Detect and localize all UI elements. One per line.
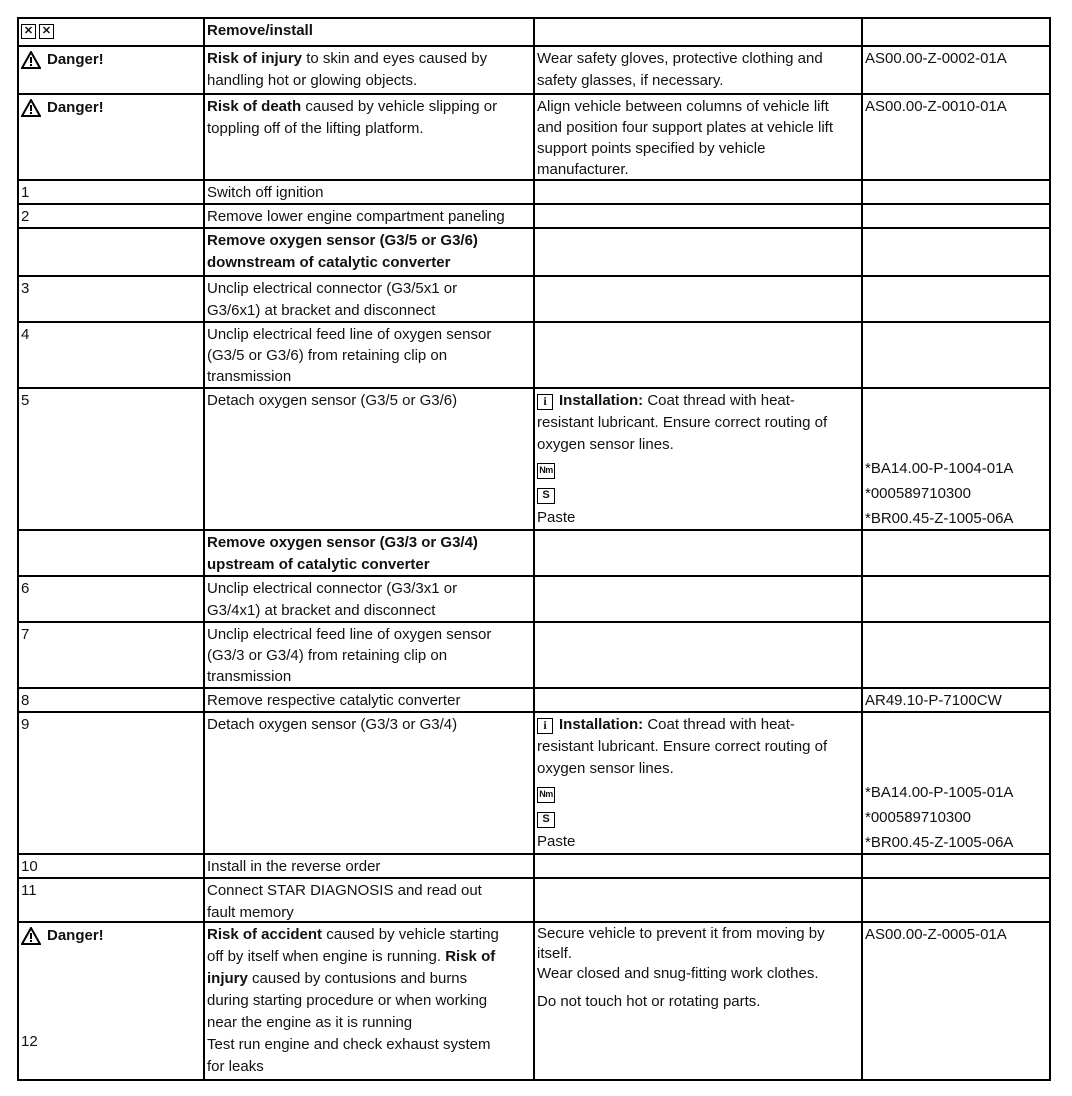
reference: AS00.00-Z-0005-01A <box>865 926 1007 943</box>
reference: AS00.00-Z-0002-01A <box>865 50 1007 67</box>
reference: *BA14.00-P-1004-01A <box>865 460 1014 477</box>
table-row: 5 Detach oxygen sensor (G3/5 or G3/6) i Installation: Coat thread with heat- resistant lubricant. Ensure correct routing of oxygen sensor lines. Nm S Paste *BA14.00-P-1004-01A *000589710300 *BR00.45-Z-1005-06A <box>19 389 1049 531</box>
table-row: 6 Unclip electrical connector (G3/3x1 or G3/4x1) at bracket and disconnect <box>19 577 1049 623</box>
reference: *000589710300 <box>865 809 971 826</box>
section-heading-row: Remove oxygen sensor (G3/5 or G3/6) downstream of catalytic converter <box>19 229 1049 277</box>
table-row: 4 Unclip electrical feed line of oxygen sensor (G3/5 or G3/6) from retaining clip on transmission <box>19 323 1049 389</box>
step-number: 10 <box>19 855 205 877</box>
info-icon: i <box>537 718 553 734</box>
step-number: 2 <box>19 205 205 227</box>
table-row: 10 Install in the reverse order <box>19 855 1049 879</box>
step-number: 12 <box>21 1033 38 1050</box>
warning-icon <box>21 99 41 117</box>
warning-icon <box>21 927 41 945</box>
table-header-row <box>19 19 1049 47</box>
table-row: Danger! Risk of death caused by vehicle slipping or toppling off of the lifting platform. Align vehicle between columns of vehicle lift and position four support plates at vehicle lift support points specified by vehicle manufacturer. AS00.00-Z-0010-01A <box>19 95 1049 181</box>
warning-icon <box>21 51 41 69</box>
step-number: 3 <box>19 277 205 321</box>
table-row: Danger! 12 Risk of accident caused by vehicle starting off by itself when engine is running. Risk of injury caused by contusions and burns during starting procedure or when working near the engine as it is running Test run engine and check exhaust system for leaks Secure vehicle to prevent it from moving by itself. Wear closed and snug-fitting work clothes. Do not touch hot or rotating parts. AS00.00-Z-0005-01A <box>19 923 1049 1079</box>
reference: *BA14.00-P-1005-01A <box>865 784 1014 801</box>
table-row: 2 Remove lower engine compartment paneling <box>19 205 1049 229</box>
reference: *BR00.45-Z-1005-06A <box>865 510 1014 527</box>
table-row: 11 Connect STAR DIAGNOSIS and read out fault memory <box>19 879 1049 923</box>
table-row: Danger! Risk of injury to skin and eyes caused by handling hot or glowing objects. Wear safety gloves, protective clothing and safety glasses, if necessary. AS00.00-Z-0002-01A <box>19 47 1049 95</box>
table-row: 8 Remove respective catalytic converter AR49.10-P-7100CW <box>19 689 1049 713</box>
step-number: 6 <box>19 577 205 621</box>
step-number: 11 <box>19 879 205 921</box>
header-title: Remove/install <box>205 19 535 45</box>
special-tool-icon: S <box>537 488 555 504</box>
remove-install-icon: ✕ <box>21 24 36 39</box>
torque-icon: Nm <box>537 463 555 479</box>
info-icon: i <box>537 394 553 410</box>
procedure-table <box>17 17 1051 1081</box>
section-heading-row: Remove oxygen sensor (G3/3 or G3/4) upstream of catalytic converter <box>19 531 1049 577</box>
reference: *BR00.45-Z-1005-06A <box>865 834 1014 851</box>
table-row: 1 Switch off ignition <box>19 181 1049 205</box>
step-number: 4 <box>19 323 205 387</box>
table-row: 7 Unclip electrical feed line of oxygen sensor (G3/3 or G3/4) from retaining clip on transmission <box>19 623 1049 689</box>
reference: *000589710300 <box>865 485 971 502</box>
step-number: 8 <box>19 689 205 711</box>
danger-label: Danger! <box>47 51 104 68</box>
danger-label: Danger! <box>47 927 104 944</box>
step-number: 5 <box>19 389 205 529</box>
reference: AS00.00-Z-0010-01A <box>865 98 1007 115</box>
step-number: 9 <box>19 713 205 853</box>
table-row: 9 Detach oxygen sensor (G3/3 or G3/4) i Installation: Coat thread with heat- resistant lubricant. Ensure correct routing of oxygen sensor lines. Nm S Paste *BA14.00-P-1005-01A *000589710300 *BR00.45-Z-1005-06A <box>19 713 1049 855</box>
danger-label: Danger! <box>47 99 104 116</box>
special-tool-icon: S <box>537 812 555 828</box>
table-row: 3 Unclip electrical connector (G3/5x1 or G3/6x1) at bracket and disconnect <box>19 277 1049 323</box>
step-number: 7 <box>19 623 205 687</box>
remove-install-icon: ✕ <box>39 24 54 39</box>
torque-icon: Nm <box>537 787 555 803</box>
step-number: 1 <box>19 181 205 203</box>
reference: AR49.10-P-7100CW <box>865 692 1002 709</box>
